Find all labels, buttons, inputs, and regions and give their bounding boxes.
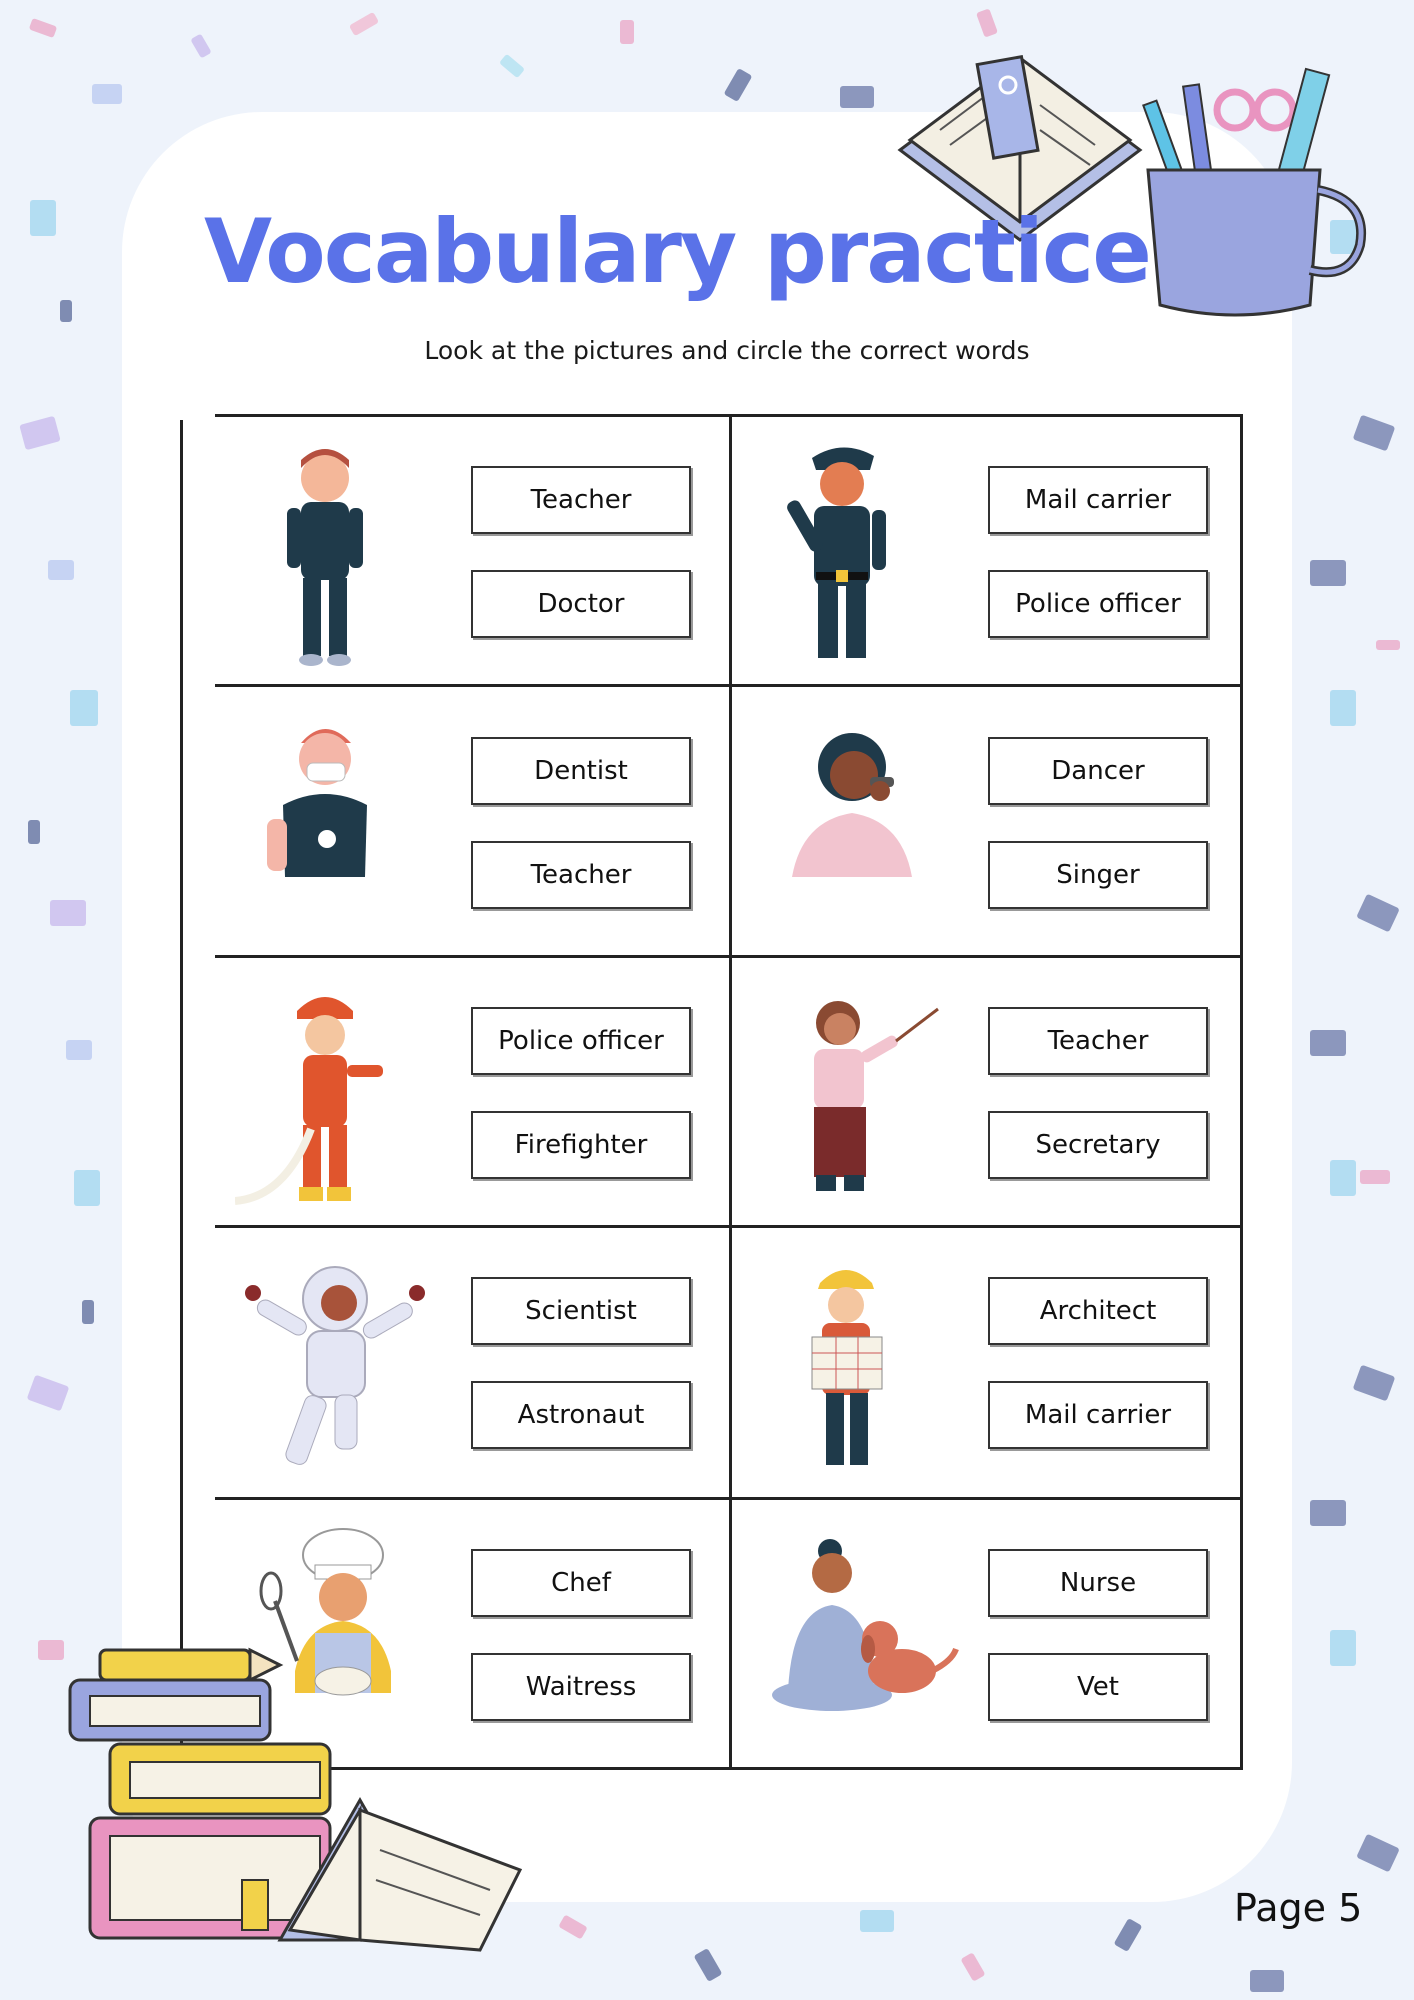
instructions: Look at the pictures and circle the correct words <box>424 336 1030 365</box>
astronaut-illustration <box>235 1249 455 1479</box>
answer-option[interactable]: Astronaut <box>471 1381 691 1449</box>
grid-left-border <box>180 420 183 1775</box>
answer-option[interactable]: Vet <box>988 1653 1208 1721</box>
page-title: Vocabulary practice <box>204 200 1150 303</box>
exercise-cell <box>215 418 725 686</box>
exercise-cell <box>732 1501 1242 1769</box>
answer-option[interactable]: Police officer <box>988 570 1208 638</box>
answer-option[interactable]: Chef <box>471 1549 691 1617</box>
exercise-cell <box>732 1229 1242 1497</box>
page-number: Page 5 <box>1234 1886 1363 1930</box>
architect-illustration <box>752 1249 972 1479</box>
exercise-cell <box>732 418 1242 686</box>
answer-option[interactable]: Singer <box>988 841 1208 909</box>
answer-option[interactable]: Dentist <box>471 737 691 805</box>
answer-option[interactable]: Teacher <box>471 841 691 909</box>
answer-option[interactable]: Teacher <box>988 1007 1208 1075</box>
dentist-illustration <box>235 709 455 939</box>
answer-option[interactable]: Teacher <box>471 466 691 534</box>
exercise-cell <box>732 959 1242 1227</box>
answer-option[interactable]: Scientist <box>471 1277 691 1345</box>
exercise-cell <box>215 1229 725 1497</box>
teacher-illustration <box>752 979 972 1209</box>
answer-option[interactable]: Doctor <box>471 570 691 638</box>
answer-option[interactable]: Mail carrier <box>988 466 1208 534</box>
answer-option[interactable]: Architect <box>988 1277 1208 1345</box>
doctor-illustration <box>235 438 455 668</box>
exercise-cell <box>215 689 725 957</box>
police-officer-illustration <box>752 438 972 668</box>
book-stack-illustration <box>60 1640 620 1970</box>
answer-option[interactable]: Waitress <box>471 1653 691 1721</box>
exercise-cell <box>732 689 1242 957</box>
vet-illustration <box>752 1521 972 1751</box>
answer-option[interactable]: Secretary <box>988 1111 1208 1179</box>
answer-option[interactable]: Nurse <box>988 1549 1208 1617</box>
answer-option[interactable]: Mail carrier <box>988 1381 1208 1449</box>
answer-option[interactable]: Police officer <box>471 1007 691 1075</box>
firefighter-illustration <box>235 979 455 1209</box>
exercise-cell <box>215 959 725 1227</box>
answer-option[interactable]: Firefighter <box>471 1111 691 1179</box>
grid-row-divider <box>215 1497 1243 1500</box>
singer-illustration <box>752 709 972 939</box>
answer-option[interactable]: Dancer <box>988 737 1208 805</box>
